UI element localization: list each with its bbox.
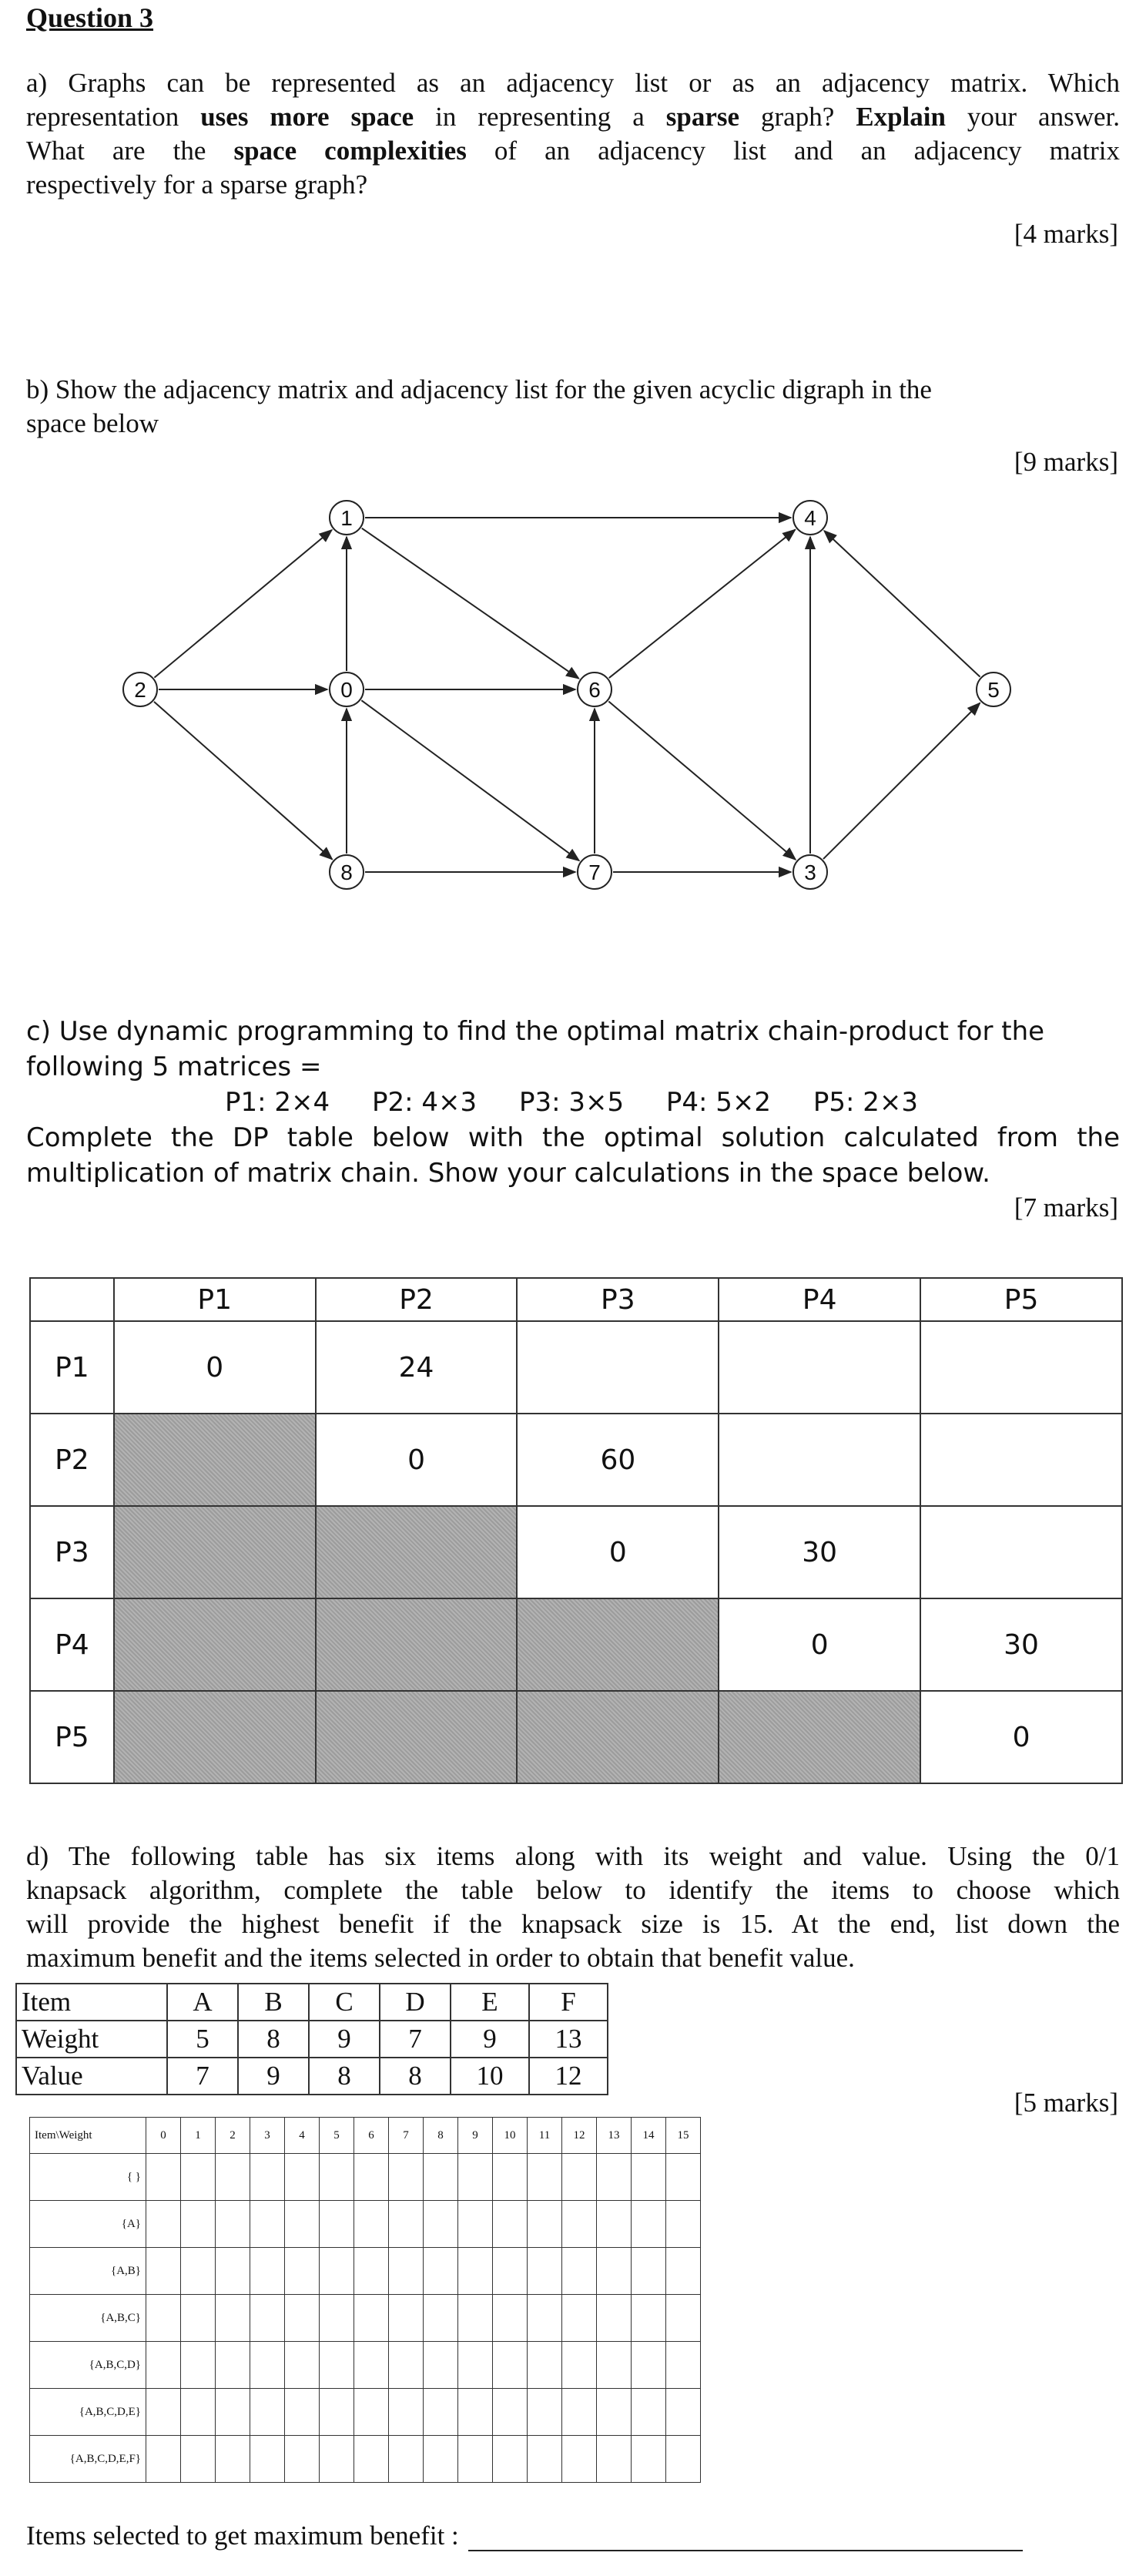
matrix-p3: P3: 3×5: [518, 1087, 625, 1118]
part-c-text: [26, 1014, 1120, 1191]
dp-cell-p4-p3: [517, 1598, 719, 1691]
knapsack-cell-r3-w12[interactable]: [562, 2295, 597, 2342]
knapsack-row: [30, 2295, 701, 2342]
knapsack-cell-r6-w15[interactable]: [666, 2436, 701, 2483]
dp-row-p3: [30, 1506, 1122, 1598]
knapsack-cell-r0-w9[interactable]: [458, 2154, 493, 2201]
dp-row-header-p3: P3: [30, 1506, 114, 1598]
items-cell-item-2: C: [309, 1984, 380, 2021]
dp-cell-p5-p2: [316, 1691, 518, 1783]
knapsack-cell-r2-w3[interactable]: [250, 2248, 285, 2295]
dp-row-p5: [30, 1691, 1122, 1783]
knapsack-cell-r1-w2[interactable]: [216, 2201, 250, 2248]
knapsack-cell-r4-w0[interactable]: [146, 2342, 181, 2389]
graph-node-4: [793, 501, 827, 535]
dp-col-header-p3: P3: [517, 1278, 719, 1321]
knapsack-cell-r3-w13[interactable]: [597, 2295, 632, 2342]
knapsack-cell-r1-w1[interactable]: [181, 2201, 216, 2248]
part-c-line1: c) Use dynamic programming to find the optimal matrix chain-product for the: [26, 1016, 1045, 1047]
knapsack-cell-r2-w4[interactable]: [285, 2248, 320, 2295]
items-cell-value-0: 7: [167, 2058, 238, 2095]
knapsack-cell-r5-w11[interactable]: [528, 2389, 562, 2436]
knapsack-cell-r5-w3[interactable]: [250, 2389, 285, 2436]
knapsack-cell-r4-w11[interactable]: [528, 2342, 562, 2389]
part-c-line5: multiplication of matrix chain. Show your calculations in the space below.: [26, 1158, 990, 1189]
part-a-marks: [4 marks]: [1014, 219, 1118, 249]
knapsack-row-label: {A,B,C}: [30, 2295, 146, 2342]
graph-node-2: [123, 673, 157, 706]
dp-cell-p3-p4[interactable]: 30: [719, 1506, 920, 1598]
knapsack-row-label: {A,B}: [30, 2248, 146, 2295]
knapsack-cell-r1-w6[interactable]: [354, 2201, 389, 2248]
knapsack-weight-header-10: 10: [493, 2118, 528, 2154]
knapsack-weight-header-9: 9: [458, 2118, 493, 2154]
part-a-line2-mid2: graph?: [739, 102, 856, 132]
dp-cell-p1-p2[interactable]: 24: [316, 1321, 518, 1414]
dp-cell-p2-p4[interactable]: [719, 1414, 920, 1506]
knapsack-cell-r3-w2[interactable]: [216, 2295, 250, 2342]
knapsack-row: [30, 2389, 701, 2436]
knapsack-cell-r0-w0[interactable]: [146, 2154, 181, 2201]
knapsack-cell-r0-w1[interactable]: [181, 2154, 216, 2201]
knapsack-cell-r3-w3[interactable]: [250, 2295, 285, 2342]
part-a-bold-explain: Explain: [856, 102, 946, 132]
knapsack-weight-header-4: 4: [285, 2118, 320, 2154]
dp-row-header-p5: P5: [30, 1691, 114, 1783]
graph-node-1: [330, 501, 364, 535]
items-selected-label: Items selected to get maximum benefit :: [26, 2521, 459, 2551]
matrix-p1: P1: 2×4: [225, 1087, 330, 1118]
dp-cell-p5-p1: [114, 1691, 316, 1783]
knapsack-cell-r4-w13[interactable]: [597, 2342, 632, 2389]
knapsack-cell-r2-w7[interactable]: [389, 2248, 424, 2295]
knapsack-cell-r0-w11[interactable]: [528, 2154, 562, 2201]
dp-cell-p4-p1: [114, 1598, 316, 1691]
dp-row-header-p1: P1: [30, 1321, 114, 1414]
knapsack-cell-r0-w5[interactable]: [320, 2154, 354, 2201]
knapsack-cell-r1-w5[interactable]: [320, 2201, 354, 2248]
knapsack-cell-r2-w13[interactable]: [597, 2248, 632, 2295]
knapsack-weight-header-15: 15: [666, 2118, 701, 2154]
knapsack-cell-r5-w14[interactable]: [632, 2389, 666, 2436]
knapsack-cell-r1-w11[interactable]: [528, 2201, 562, 2248]
knapsack-weight-header-2: 2: [216, 2118, 250, 2154]
dp-cell-p4-p4[interactable]: 0: [719, 1598, 920, 1691]
knapsack-cell-r3-w9[interactable]: [458, 2295, 493, 2342]
knapsack-cell-r3-w15[interactable]: [666, 2295, 701, 2342]
knapsack-cell-r4-w14[interactable]: [632, 2342, 666, 2389]
matrix-p2: P2: 4×3: [371, 1087, 478, 1118]
node-label-0: 0: [340, 678, 353, 702]
dp-cell-p2-p1: [114, 1414, 316, 1506]
knapsack-cell-r6-w11[interactable]: [528, 2436, 562, 2483]
knapsack-cell-r5-w1[interactable]: [181, 2389, 216, 2436]
knapsack-cell-r0-w8[interactable]: [424, 2154, 458, 2201]
part-b-line2: space below: [26, 408, 159, 438]
items-cell-weight-4: 9: [451, 2021, 529, 2058]
question-title: Question 3: [26, 2, 154, 33]
knapsack-row: [30, 2436, 701, 2483]
knapsack-cell-r2-w0[interactable]: [146, 2248, 181, 2295]
dp-cell-p3-p2: [316, 1506, 518, 1598]
knapsack-cell-r3-w1[interactable]: [181, 2295, 216, 2342]
part-d-line4: maximum benefit and the items selected in order to obtain that benefit value.: [26, 1943, 855, 1973]
knapsack-cell-r5-w7[interactable]: [389, 2389, 424, 2436]
knapsack-cell-r1-w8[interactable]: [424, 2201, 458, 2248]
knapsack-row-label: {A}: [30, 2201, 146, 2248]
items-cell-item-1: B: [238, 1984, 309, 2021]
knapsack-cell-r1-w3[interactable]: [250, 2201, 285, 2248]
knapsack-cell-r2-w15[interactable]: [666, 2248, 701, 2295]
dp-cell-p5-p5[interactable]: 0: [920, 1691, 1122, 1783]
dp-row-p4: [30, 1598, 1122, 1691]
node-label-6: 6: [588, 678, 601, 702]
knapsack-table: [29, 2117, 701, 2483]
knapsack-cell-r2-w14[interactable]: [632, 2248, 666, 2295]
knapsack-cell-r6-w3[interactable]: [250, 2436, 285, 2483]
knapsack-cell-r4-w9[interactable]: [458, 2342, 493, 2389]
knapsack-cell-r4-w2[interactable]: [216, 2342, 250, 2389]
dp-table: [29, 1277, 1123, 1784]
knapsack-weight-header-7: 7: [389, 2118, 424, 2154]
part-a-line3-pre: What are the: [26, 136, 234, 166]
dp-cell-p3-p3[interactable]: 0: [517, 1506, 719, 1598]
knapsack-weight-header-5: 5: [320, 2118, 354, 2154]
knapsack-weight-header-14: 14: [632, 2118, 666, 2154]
dp-col-header-p2: P2: [316, 1278, 518, 1321]
knapsack-row-label: { }: [30, 2154, 146, 2201]
part-a-bold-uses-more-space: uses more space: [200, 102, 414, 132]
knapsack-weight-header-6: 6: [354, 2118, 389, 2154]
knapsack-row-label: {A,B,C,D,E}: [30, 2389, 146, 2436]
knapsack-cell-r5-w4[interactable]: [285, 2389, 320, 2436]
knapsack-cell-r1-w10[interactable]: [493, 2201, 528, 2248]
items-cell-value-2: 8: [309, 2058, 380, 2095]
part-a-bold-sparse: sparse: [665, 102, 740, 132]
dp-row-p1: [30, 1321, 1122, 1414]
dp-corner-cell: [30, 1278, 114, 1321]
dp-cell-p2-p2[interactable]: 0: [316, 1414, 518, 1506]
knapsack-cell-r2-w1[interactable]: [181, 2248, 216, 2295]
knapsack-cell-r1-w15[interactable]: [666, 2201, 701, 2248]
part-c-line2: following 5 matrices =: [26, 1052, 322, 1082]
dp-row-p2: [30, 1414, 1122, 1506]
edge-5-to-4: [824, 531, 980, 676]
part-a-line2-mid: in representing a: [414, 102, 666, 132]
edge-1-to-6: [362, 528, 579, 679]
knapsack-row: [30, 2201, 701, 2248]
items-cell-value-1: 9: [238, 2058, 309, 2095]
knapsack-cell-r6-w9[interactable]: [458, 2436, 493, 2483]
part-b-line1: b) Show the adjacency matrix and adjacency list for the given acyclic digraph in the: [26, 374, 932, 404]
knapsack-weight-header-1: 1: [181, 2118, 216, 2154]
knapsack-cell-r2-w8[interactable]: [424, 2248, 458, 2295]
knapsack-cell-r6-w6[interactable]: [354, 2436, 389, 2483]
knapsack-cell-r4-w10[interactable]: [493, 2342, 528, 2389]
knapsack-cell-r3-w8[interactable]: [424, 2295, 458, 2342]
part-a-line1: a) Graphs can be represented as an adjacency list or as an adjacency matrix. Which: [26, 68, 1120, 98]
knapsack-cell-r0-w13[interactable]: [597, 2154, 632, 2201]
knapsack-cell-r6-w10[interactable]: [493, 2436, 528, 2483]
items-cell-weight-5: 13: [529, 2021, 608, 2058]
edge-6-to-3: [608, 702, 796, 860]
knapsack-cell-r0-w4[interactable]: [285, 2154, 320, 2201]
part-d-line3: will provide the highest benefit if the knapsack size is 15. At the end, list down the: [26, 1909, 1120, 1939]
knapsack-weight-header-8: 8: [424, 2118, 458, 2154]
items-selected-row: [26, 2521, 1023, 2551]
knapsack-weight-header-0: 0: [146, 2118, 181, 2154]
knapsack-cell-r0-w6[interactable]: [354, 2154, 389, 2201]
part-b-text: [26, 373, 1120, 441]
edge-3-to-5: [823, 703, 980, 859]
items-row-label-weight: Weight: [16, 2021, 167, 2058]
knapsack-cell-r6-w1[interactable]: [181, 2436, 216, 2483]
graph-edges: [154, 518, 980, 872]
knapsack-cell-r5-w9[interactable]: [458, 2389, 493, 2436]
dp-cell-p2-p3[interactable]: 60: [517, 1414, 719, 1506]
part-d-line2: knapsack algorithm, complete the table below to identify the items to choose which: [26, 1875, 1120, 1905]
knapsack-cell-r5-w13[interactable]: [597, 2389, 632, 2436]
knapsack-cell-r0-w2[interactable]: [216, 2154, 250, 2201]
dp-col-header-p5: P5: [920, 1278, 1122, 1321]
knapsack-cell-r6-w13[interactable]: [597, 2436, 632, 2483]
knapsack-cell-r3-w7[interactable]: [389, 2295, 424, 2342]
graph-node-5: [977, 673, 1010, 706]
knapsack-cell-r3-w5[interactable]: [320, 2295, 354, 2342]
knapsack-cell-r5-w15[interactable]: [666, 2389, 701, 2436]
items-cell-item-5: F: [529, 1984, 608, 2021]
knapsack-cell-r3-w4[interactable]: [285, 2295, 320, 2342]
knapsack-cell-r4-w4[interactable]: [285, 2342, 320, 2389]
knapsack-cell-r1-w14[interactable]: [632, 2201, 666, 2248]
knapsack-row: [30, 2342, 701, 2389]
items-row-label-value: Value: [16, 2058, 167, 2095]
dp-cell-p4-p2: [316, 1598, 518, 1691]
knapsack-header-row: [30, 2118, 701, 2154]
part-c-line4: Complete the DP table below with the optimal solution calculated from the: [26, 1122, 1120, 1153]
part-d-marks: [5 marks]: [1014, 2088, 1118, 2118]
knapsack-cell-r6-w8[interactable]: [424, 2436, 458, 2483]
knapsack-cell-r1-w9[interactable]: [458, 2201, 493, 2248]
part-a-line2-pre: representation: [26, 102, 201, 132]
knapsack-cell-r6-w4[interactable]: [285, 2436, 320, 2483]
knapsack-row: [30, 2154, 701, 2201]
knapsack-corner-cell: Item\Weight: [30, 2118, 146, 2154]
knapsack-cell-r2-w12[interactable]: [562, 2248, 597, 2295]
knapsack-cell-r1-w13[interactable]: [597, 2201, 632, 2248]
graph-node-7: [578, 855, 612, 889]
dp-cell-p4-p5[interactable]: 30: [920, 1598, 1122, 1691]
items-cell-item-3: D: [380, 1984, 451, 2021]
items-cell-weight-1: 8: [238, 2021, 309, 2058]
knapsack-cell-r2-w5[interactable]: [320, 2248, 354, 2295]
knapsack-cell-r4-w1[interactable]: [181, 2342, 216, 2389]
knapsack-cell-r1-w7[interactable]: [389, 2201, 424, 2248]
part-a-line4: respectively for a sparse graph?: [26, 169, 368, 200]
dp-cell-p1-p4[interactable]: [719, 1321, 920, 1414]
knapsack-cell-r1-w4[interactable]: [285, 2201, 320, 2248]
edge-2-to-1: [154, 530, 331, 678]
part-c-matrices: [26, 1085, 1120, 1120]
dp-cell-p1-p5[interactable]: [920, 1321, 1122, 1414]
items-cell-weight-0: 5: [167, 2021, 238, 2058]
knapsack-cell-r5-w5[interactable]: [320, 2389, 354, 2436]
dp-cell-p5-p3: [517, 1691, 719, 1783]
knapsack-cell-r3-w10[interactable]: [493, 2295, 528, 2342]
node-label-1: 1: [340, 506, 353, 530]
knapsack-cell-r5-w0[interactable]: [146, 2389, 181, 2436]
graph-nodes: [123, 501, 1010, 889]
knapsack-cell-r0-w15[interactable]: [666, 2154, 701, 2201]
items-cell-value-3: 8: [380, 2058, 451, 2095]
knapsack-cell-r3-w14[interactable]: [632, 2295, 666, 2342]
graph-node-0: [330, 673, 364, 706]
dp-cell-p1-p3[interactable]: [517, 1321, 719, 1414]
node-label-2: 2: [134, 678, 146, 702]
knapsack-weight-header-11: 11: [528, 2118, 562, 2154]
dp-cell-p2-p5[interactable]: [920, 1414, 1122, 1506]
dp-cell-p3-p1: [114, 1506, 316, 1598]
knapsack-cell-r3-w11[interactable]: [528, 2295, 562, 2342]
knapsack-cell-r4-w12[interactable]: [562, 2342, 597, 2389]
knapsack-cell-r6-w2[interactable]: [216, 2436, 250, 2483]
part-c-marks: [7 marks]: [1014, 1192, 1118, 1223]
edge-0-to-7: [361, 700, 579, 860]
node-label-4: 4: [804, 506, 816, 530]
knapsack-cell-r0-w10[interactable]: [493, 2154, 528, 2201]
knapsack-cell-r6-w0[interactable]: [146, 2436, 181, 2483]
part-d-line1: d) The following table has six items along with its weight and value. Using the 0/1: [26, 1841, 1120, 1871]
node-label-3: 3: [804, 860, 816, 884]
knapsack-weight-header-12: 12: [562, 2118, 597, 2154]
knapsack-cell-r1-w12[interactable]: [562, 2201, 597, 2248]
knapsack-weight-header-3: 3: [250, 2118, 285, 2154]
matrix-p5: P5: 2×3: [813, 1087, 919, 1118]
knapsack-cell-r4-w5[interactable]: [320, 2342, 354, 2389]
knapsack-cell-r5-w10[interactable]: [493, 2389, 528, 2436]
knapsack-cell-r0-w14[interactable]: [632, 2154, 666, 2201]
items-row-label-item: Item: [16, 1984, 167, 2021]
dp-col-header-p4: P4: [719, 1278, 920, 1321]
knapsack-cell-r5-w6[interactable]: [354, 2389, 389, 2436]
knapsack-cell-r6-w5[interactable]: [320, 2436, 354, 2483]
knapsack-cell-r5-w2[interactable]: [216, 2389, 250, 2436]
knapsack-cell-r2-w9[interactable]: [458, 2248, 493, 2295]
items-cell-weight-2: 9: [309, 2021, 380, 2058]
knapsack-cell-r3-w0[interactable]: [146, 2295, 181, 2342]
part-a-bold-space-complexities: space complexities: [233, 136, 467, 166]
knapsack-cell-r5-w12[interactable]: [562, 2389, 597, 2436]
dp-cell-p3-p5[interactable]: [920, 1506, 1122, 1598]
knapsack-cell-r5-w8[interactable]: [424, 2389, 458, 2436]
items-row-weight: [16, 2021, 608, 2058]
node-label-8: 8: [340, 860, 353, 884]
graph-node-8: [330, 855, 364, 889]
part-a-text: [26, 66, 1120, 202]
dp-cell-p5-p4: [719, 1691, 920, 1783]
knapsack-cell-r4-w7[interactable]: [389, 2342, 424, 2389]
node-label-7: 7: [588, 860, 601, 884]
knapsack-row: [30, 2248, 701, 2295]
dp-cell-p1-p1[interactable]: 0: [114, 1321, 316, 1414]
knapsack-cell-r0-w3[interactable]: [250, 2154, 285, 2201]
part-a-line2: [26, 100, 1120, 134]
knapsack-cell-r6-w12[interactable]: [562, 2436, 597, 2483]
knapsack-cell-r2-w6[interactable]: [354, 2248, 389, 2295]
knapsack-cell-r2-w10[interactable]: [493, 2248, 528, 2295]
knapsack-cell-r4-w15[interactable]: [666, 2342, 701, 2389]
part-a-line3-post: of an adjacency list and an adjacency matrix: [466, 136, 1121, 166]
matrix-p4: P4: 5×2: [665, 1087, 772, 1118]
items-row-item: [16, 1984, 608, 2021]
items-cell-value-4: 10: [451, 2058, 529, 2095]
knapsack-cell-r4-w6[interactable]: [354, 2342, 389, 2389]
knapsack-cell-r0-w7[interactable]: [389, 2154, 424, 2201]
part-a-line2-post: your answer.: [945, 102, 1120, 132]
node-label-5: 5: [987, 678, 1000, 702]
part-d-text: [26, 1840, 1120, 1975]
knapsack-weight-header-13: 13: [597, 2118, 632, 2154]
knapsack-cell-r3-w6[interactable]: [354, 2295, 389, 2342]
graph-node-3: [793, 855, 827, 889]
knapsack-cell-r4-w8[interactable]: [424, 2342, 458, 2389]
items-cell-value-5: 12: [529, 2058, 608, 2095]
items-table: [15, 1983, 608, 2095]
knapsack-cell-r4-w3[interactable]: [250, 2342, 285, 2389]
dp-header-row: [30, 1278, 1122, 1321]
knapsack-cell-r0-w12[interactable]: [562, 2154, 597, 2201]
acyclic-digraph: [0, 478, 1146, 909]
items-row-value: [16, 2058, 608, 2095]
dp-row-header-p4: P4: [30, 1598, 114, 1691]
dp-row-header-p2: P2: [30, 1414, 114, 1506]
items-selected-answer-line[interactable]: [468, 2522, 1023, 2551]
knapsack-cell-r2-w11[interactable]: [528, 2248, 562, 2295]
part-a-line3: [26, 134, 1120, 168]
knapsack-row-label: {A,B,C,D,E,F}: [30, 2436, 146, 2483]
dp-col-header-p1: P1: [114, 1278, 316, 1321]
graph-node-6: [578, 673, 612, 706]
knapsack-cell-r6-w14[interactable]: [632, 2436, 666, 2483]
knapsack-row-label: {A,B,C,D}: [30, 2342, 146, 2389]
items-cell-item-4: E: [451, 1984, 529, 2021]
items-cell-item-0: A: [167, 1984, 238, 2021]
knapsack-cell-r2-w2[interactable]: [216, 2248, 250, 2295]
knapsack-cell-r1-w0[interactable]: [146, 2201, 181, 2248]
part-b-marks: [9 marks]: [1014, 447, 1118, 477]
edge-2-to-8: [154, 702, 332, 860]
edge-6-to-4: [609, 530, 796, 678]
knapsack-cell-r6-w7[interactable]: [389, 2436, 424, 2483]
items-cell-weight-3: 7: [380, 2021, 451, 2058]
